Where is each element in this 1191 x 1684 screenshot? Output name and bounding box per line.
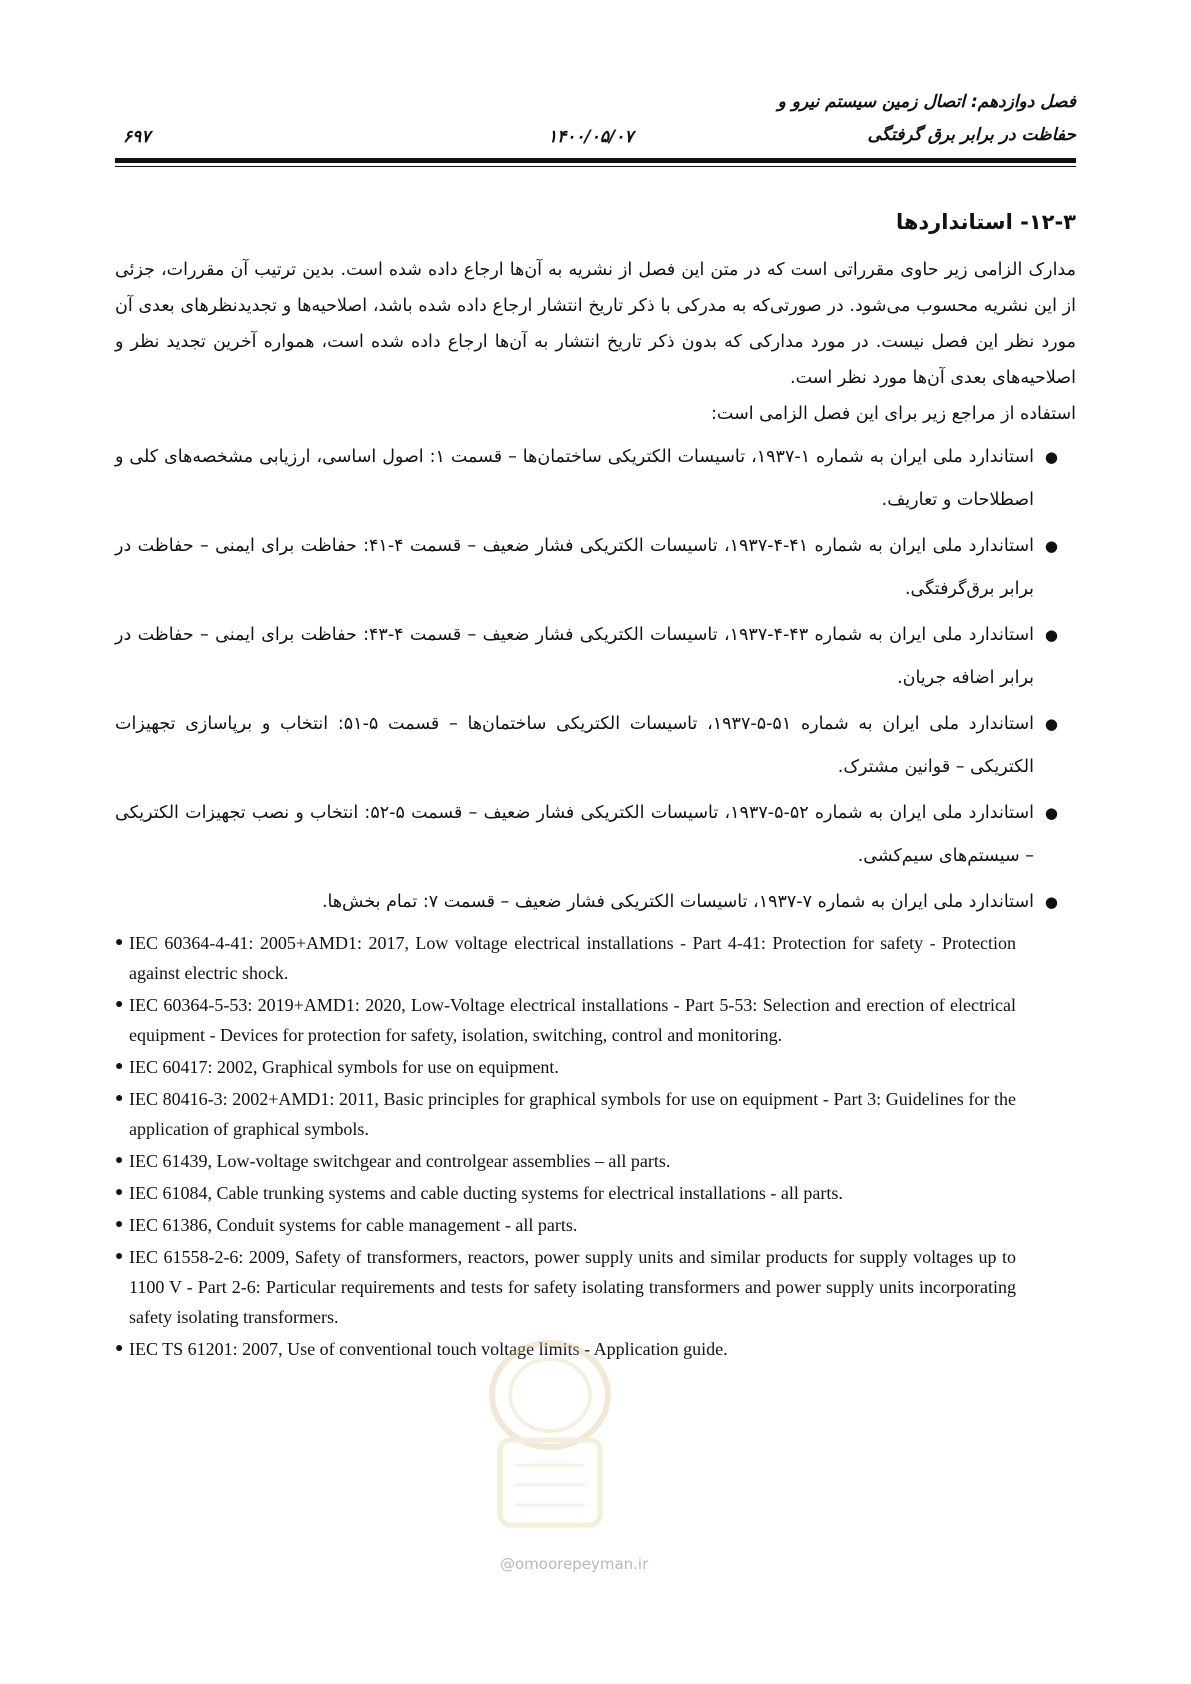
list-item: ● استاندارد ملی ایران به شماره ۷-۱۹۳۷، تاسیسات الکتریکی فشار ضعیف – قسمت ۷: تمام بخش‌ها.: [115, 881, 1066, 924]
list-item: ● IEC 60364-4-41: 2005+AMD1: 2017, Low voltage electrical installations - Part 4-41: Protection for safety - Protection against electric shock.: [115, 928, 1016, 988]
bullet-icon: ●: [115, 1249, 124, 1264]
lead-sentence: استفاده از مراجع زیر برای این فصل الزامی است:: [711, 404, 1076, 424]
bullet-icon: ●: [1044, 715, 1058, 733]
watermark-seal-icon: [470, 1325, 630, 1535]
list-item: ● IEC 80416-3: 2002+AMD1: 2011, Basic principles for graphical symbols for use on equipment - Part 3: Guidelines for the application of graphical symbols.: [115, 1084, 1016, 1144]
list-item: ● IEC 61558-2-6: 2009, Safety of transformers, reactors, power supply units and similar products for supply voltages up to 1100 V - Part 2-6: Particular requirements and tests for safety isolating transformers and power supply units incorporating safety isolating transformers.: [115, 1242, 1016, 1332]
chapter-title-line2: حفاظت در برابر برق گرفتگی: [867, 125, 1076, 145]
bullet-icon: ●: [115, 1091, 124, 1106]
bullet-icon: ●: [115, 1153, 124, 1168]
list-item: ● استاندارد ملی ایران به شماره ۴۳-۴-۱۹۳۷، تاسیسات الکتریکی فشار ضعیف – قسمت ۴-۴۳: حفاظت برای ایمنی – حفاظت در برابر اضافه جریان.: [115, 614, 1066, 700]
iec-standards-list: [115, 928, 1016, 1364]
bullet-icon: ●: [1044, 804, 1058, 822]
page-header: [115, 82, 1076, 170]
header-rule-thick: [115, 158, 1076, 163]
list-item: ● استاندارد ملی ایران به شماره ۵۱-۵-۱۹۳۷، تاسیسات الکتریکی ساختمان‌ها – قسمت ۵-۵۱: انتخاب و برپاسازی تجهیزات الکتریکی – قوانین مشترک.: [115, 703, 1066, 789]
header-date: ۱۴۰۰/۰۵/۰۷: [548, 127, 634, 147]
bullet-icon: ●: [115, 935, 124, 950]
bullet-icon: ●: [1044, 626, 1058, 644]
list-item: ● IEC TS 61201: 2007, Use of conventional touch voltage limits - Application guide.: [115, 1334, 1016, 1364]
section-heading: ۱۲-۳- استانداردها: [895, 210, 1076, 234]
page-content: [115, 210, 1076, 1366]
header-rule-thin: [115, 166, 1076, 167]
bullet-icon: ●: [115, 1185, 124, 1200]
list-item: ● استاندارد ملی ایران به شماره ۴۱-۴-۱۹۳۷، تاسیسات الکتریکی فشار ضعیف – قسمت ۴-۴۱: حفاظت برای ایمنی – حفاظت در برابر برق‌گرفتگی.: [115, 525, 1066, 611]
national-standards-list: [115, 436, 1076, 924]
watermark-text: @omoorepeyman.ir: [500, 1555, 649, 1573]
list-item: ● IEC 61439, Low-voltage switchgear and controlgear assemblies – all parts.: [115, 1146, 1016, 1176]
bullet-icon: ●: [1044, 893, 1058, 911]
list-item: ● IEC 61084, Cable trunking systems and cable ducting systems for electrical installations - all parts.: [115, 1178, 1016, 1208]
bullet-icon: ●: [1044, 537, 1058, 555]
chapter-title-line1: فصل دوازدهم: اتصال زمین سیستم نیرو و: [777, 92, 1076, 112]
bullet-icon: ●: [115, 1341, 124, 1356]
page-number: ۶۹۷: [123, 127, 151, 147]
list-item: ● IEC 61386, Conduit systems for cable management - all parts.: [115, 1210, 1016, 1240]
bullet-icon: ●: [115, 997, 124, 1012]
bullet-icon: ●: [115, 1217, 124, 1232]
list-item: ● IEC 60417: 2002, Graphical symbols for use on equipment.: [115, 1052, 1016, 1082]
bullet-icon: ●: [115, 1059, 124, 1074]
intro-paragraph: مدارک الزامی زیر حاوی مقرراتی است که در متن این فصل از نشریه به آن‌ها ارجاع داده شده است. بدین ترتیب آن مقررات، جزئی از این نشریه محسوب می‌شود. در صورتی‌که به مدرکی با ذکر تاریخ انتشار ارجاع داده شده باشد، اصلاحیه‌ها و تجدیدنظرهای بعدی آن مورد نظر این فصل نیست. در مورد مدارکی که بدون ذکر تاریخ انتشار به آن‌ها ارجاع داده شده است، همواره آخرین تجدید نظر و اصلاحیه‌های بعدی آن‌ها مورد نظر است.: [115, 260, 1076, 388]
list-item: ● IEC 60364-5-53: 2019+AMD1: 2020, Low-Voltage electrical installations - Part 5-53: Selection and erection of electrical equipment - Devices for protection for safety, isolation, switching, control and monitoring.: [115, 990, 1016, 1050]
chapter-title: [778, 86, 1076, 152]
list-item: ● استاندارد ملی ایران به شماره ۵۲-۵-۱۹۳۷، تاسیسات الکتریکی فشار ضعیف – قسمت ۵-۵۲: انتخاب و نصب تجهیزات الکتریکی – سیستم‌های سیم‌کشی.: [115, 792, 1066, 878]
list-item: ● استاندارد ملی ایران به شماره ۱-۱۹۳۷، تاسیسات الکتریکی ساختمان‌ها – قسمت ۱: اصول اساسی، ارزیابی مشخصه‌های کلی و اصطلاحات و تعاریف.: [115, 436, 1066, 522]
bullet-icon: ●: [1044, 448, 1058, 466]
